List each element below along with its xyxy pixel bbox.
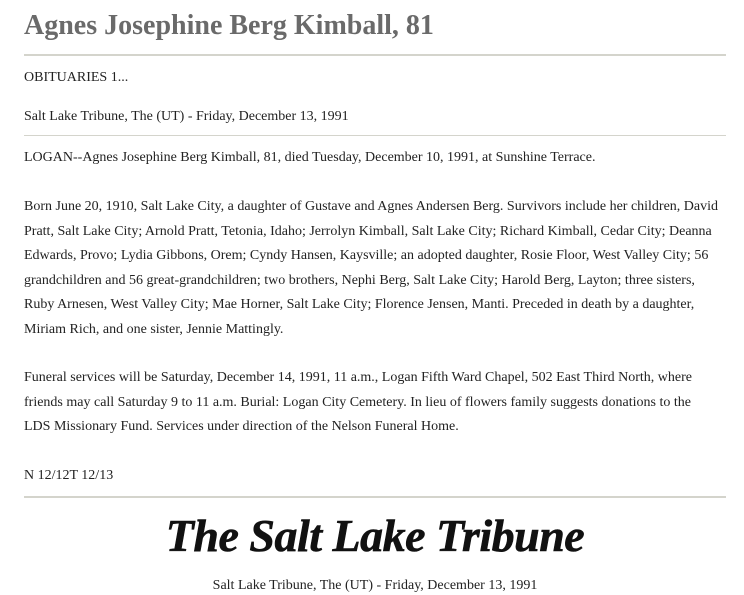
headline-divider — [24, 54, 726, 56]
article-headline: Agnes Josephine Berg Kimball, 81 — [24, 10, 434, 41]
code-line: N 12/12T 12/13 — [24, 468, 114, 483]
footer-divider — [24, 496, 726, 498]
paragraph-funeral: Funeral services will be Saturday, December 14, 1991, 11 a.m., Logan Fifth Ward Chapel, 502 East Third North, where friends may call Saturday 9 to 11 a.m. Burial: Logan City Cemetery. In lieu of flowers family suggests donations to the LDS Missionary Fund. Services under direction of the Nelson Funeral Home. — [24, 370, 692, 434]
source-divider — [24, 135, 726, 136]
source-line: Salt Lake Tribune, The (UT) - Friday, December 13, 1991 — [24, 109, 349, 124]
footer-caption: Salt Lake Tribune, The (UT) - Friday, December 13, 1991 — [212, 578, 538, 593]
newspaper-logo — [24, 505, 726, 561]
newspaper-logo-text: The Salt Lake Tribune — [165, 510, 585, 561]
section-label: OBITUARIES 1... — [24, 70, 129, 85]
paragraph-death-notice: LOGAN--Agnes Josephine Berg Kimball, 81, died Tuesday, December 10, 1991, at Sunshine Terrace. — [24, 150, 596, 165]
paragraph-survivors: Born June 20, 1910, Salt Lake City, a daughter of Gustave and Agnes Andersen Berg. Survivors include her children, David Pratt, Salt Lake City; Arnold Pratt, Tetonia, Idaho; Jerrolyn Kimball, Salt Lake City; Richard Kimball, Cedar City; Deanna Edwards, Provo; Lydia Gibbons, Orem; Cyndy Hansen, Kaysville; an adopted daughter, Rosie Floor, West Valley City; 56 grandchildren and 56 great-grandchildren; two brothers, Nephi Berg, Salt Lake City; Harold Berg, Layton; three sisters, Ruby Arnesen, West Valley City; Mae Horner, Salt Lake City; Florence Jensen, Manti. Preceded in death by a daughter, Miriam Rich, and one sister, Jennie Mattingly. — [24, 199, 719, 337]
